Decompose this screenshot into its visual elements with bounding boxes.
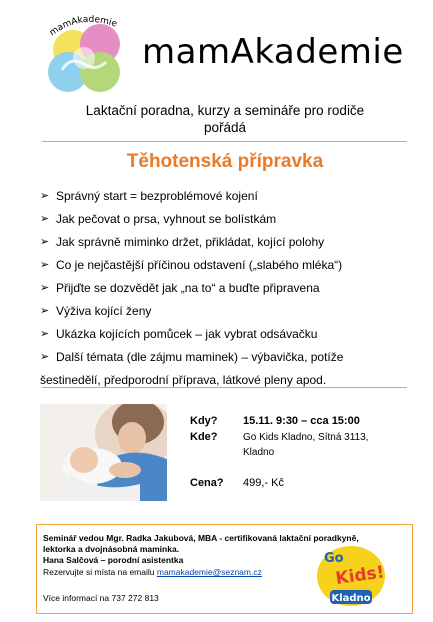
where-label: Kde? [190, 431, 218, 443]
divider-top [42, 141, 407, 142]
list-item [40, 188, 420, 204]
tagline-line: Laktační poradna, kurzy a semináře pro rodiče [85, 103, 365, 118]
brand-name: mamAkademie [142, 32, 404, 72]
divider-middle [42, 387, 407, 388]
list-item-text: Výživa kojící ženy [56, 304, 152, 318]
arrow-bullet-icon: ➢ [40, 190, 50, 202]
list-item [40, 349, 420, 365]
mamakademie-logo [40, 14, 140, 96]
list-item [40, 303, 420, 319]
list-item-text: Přijďte se dozvědět jak „na to“ a buďte připravena [56, 281, 320, 295]
footer-line-lecturer-desc: lektorka a dvojnásobná maminka. [43, 544, 180, 554]
tagline [40, 102, 410, 136]
reservation-text: Rezervujte si místa na emailu [43, 567, 157, 577]
arrow-bullet-icon: ➢ [40, 236, 50, 248]
footer-line-reservation [43, 567, 262, 578]
arrow-bullet-icon: ➢ [40, 282, 50, 294]
list-item [40, 280, 420, 296]
email-link[interactable]: mamakademie@seznam.cz [156, 567, 262, 577]
where-value-line1: Go Kids Kladno, Sítná 3113, [243, 432, 369, 443]
logo-text: mamAkademie [47, 14, 119, 39]
page-title: Těhotenská přípravka [126, 151, 324, 172]
list-item [40, 257, 420, 273]
list-item-text: Správný start = bezproblémové kojení [56, 189, 258, 203]
go-kids-logo-city: Kladno [331, 593, 371, 604]
footer-line-lecturers: Seminář vedou Mgr. Radka Jakubová, MBA - certifikovaná laktační poradkyně, [43, 533, 359, 543]
go-kids-logo [314, 540, 388, 610]
list-item [40, 234, 420, 250]
list-item-text: Jak pečovat o prsa, vyhnout se bolístkám [56, 212, 277, 226]
arrow-bullet-icon: ➢ [40, 305, 50, 317]
list-item-text: Co je nejčastější příčinou odstavení („slabého mléka“) [56, 258, 343, 272]
breastfeeding-photo [40, 404, 167, 501]
list-item-text: šestinedělí, předporodní příprava, látkové pleny apod. [40, 373, 327, 387]
price-label: Cena? [190, 477, 224, 489]
footer-line-phone: Více informací na 737 272 813 [43, 593, 159, 603]
when-value: 15.11. 9:30 – cca 15:00 [243, 415, 360, 427]
list-item-text: Ukázka kojících pomůcek – jak vybrat odsávačku [56, 327, 318, 341]
list-item [40, 326, 420, 342]
list-item-text: Další témata (dle zájmu maminek) – výbavička, potíže [56, 350, 344, 364]
arrow-bullet-icon: ➢ [40, 213, 50, 225]
go-kids-logo-kids: Kids! [334, 562, 386, 590]
price-value: 499,- Kč [243, 477, 284, 489]
topic-list [40, 188, 420, 398]
where-value-line2: Kladno [243, 447, 275, 458]
list-item [40, 211, 420, 227]
footer-line-midwife: Hana Salčová – porodní asistentka [43, 555, 184, 565]
go-kids-logo-go: Go [324, 551, 344, 566]
tagline-line: pořádá [203, 120, 247, 135]
arrow-bullet-icon: ➢ [40, 259, 50, 271]
arrow-bullet-icon: ➢ [40, 351, 50, 363]
list-item-text: Jak správně miminko držet, přikládat, kojící polohy [56, 235, 325, 249]
when-label: Kdy? [190, 415, 218, 427]
arrow-bullet-icon: ➢ [40, 328, 50, 340]
